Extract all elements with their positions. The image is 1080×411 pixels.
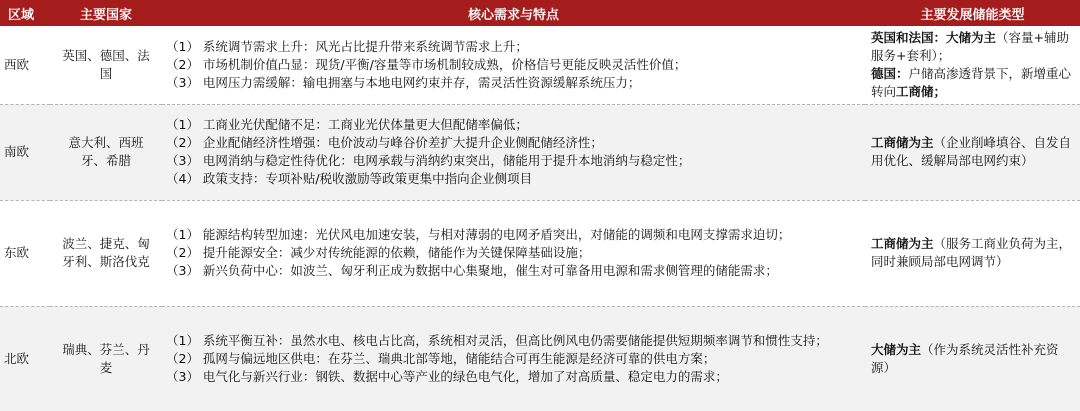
countries-cell: 意大利、西班牙、希腊: [50, 104, 162, 200]
type-text: （容量+辅助服务+套利）；: [871, 29, 1069, 63]
type-bold: 英国和法国：大储为主: [871, 29, 997, 45]
region-cell: 北欧: [0, 306, 50, 411]
header-countries: 主要国家: [50, 0, 162, 26]
type-bold-2: 工商储；: [896, 83, 947, 99]
region-cell: 西欧: [0, 26, 50, 104]
need-item: （2） 提升能源安全：减少对传统能源的依赖，储能作为关键保障基础设施；: [166, 245, 591, 260]
need-item: （1） 系统平衡互补：虽然水电、核电占比高，系统相对灵活，但高比例风电仍需要储能提供短期频率调节和惯性支持；: [166, 332, 828, 348]
type-text: 户储高渗透背景下，新增重心转向: [871, 65, 1072, 99]
need-item: （4） 政策支持：专项补贴/税收激励等政策更集中指向企业侧项目: [166, 171, 533, 186]
need-item: （3） 新兴负荷中心：如波兰、匈牙利正成为数据中心集聚地，催生对可靠备用电源和需求侧管理的储能需求；: [166, 263, 778, 278]
type-text: （企业削峰填谷、自发自用优化、缓解局部电网约束）: [871, 135, 1072, 168]
need-item: （2） 孤网与偏远地区供电：在芬兰、瑞典北部等地，储能结合可再生能源是经济可靠的供电方案；: [166, 350, 716, 366]
countries-cell: 英国、德国、法国: [50, 26, 162, 104]
type-bold: 工商储为主: [871, 236, 934, 251]
type-bold: 德国：: [871, 65, 909, 81]
type-bold: 大储为主: [871, 341, 922, 357]
type-bold: 工商储为主: [871, 135, 934, 150]
need-item: （1） 能源结构转型加速：光伏风电加速安装，与相对薄弱的电网矛盾突出，对储能的调频和电网支撑需求迫切；: [166, 227, 791, 242]
need-item: （3） 电气化与新兴行业：钢铁、数据中心等产业的绿色电气化，增加了对高质量、稳定电力的需求；: [166, 368, 728, 384]
type-item: [871, 134, 1072, 170]
table-row: [0, 200, 1080, 306]
countries-cell: 波兰、捷克、匈牙利、斯洛伐克: [50, 200, 162, 306]
needs-cell: [162, 306, 865, 411]
table-row: [0, 26, 1080, 104]
need-item: （2） 市场机制价值凸显：现货/平衡/容量等市场机制较成熟，价格信号更能反映灵活性价值；: [166, 56, 687, 72]
need-item: （2） 企业配储经济性增强：电价波动与峰谷价差扩大提升企业侧配储经济性；: [166, 135, 603, 150]
header-region: 区域: [0, 0, 50, 26]
table-row: [0, 104, 1080, 200]
need-item: （3） 电网消纳与稳定性待优化：电网承载与消纳约束突出，储能用于提升本地消纳与稳定性；: [166, 153, 691, 168]
types-cell: [865, 200, 1080, 306]
type-item: [871, 235, 1072, 271]
type-item: [871, 341, 1072, 377]
region-cell: 东欧: [0, 200, 50, 306]
header-types: 主要发展储能类型: [865, 0, 1080, 26]
need-item: （1） 系统调节需求上升：风光占比提升带来系统调节需求上升；: [166, 38, 528, 54]
table-header-row: [0, 0, 1080, 26]
countries-cell: 瑞典、芬兰、丹麦: [50, 306, 162, 411]
table-row: [0, 306, 1080, 411]
types-cell: [865, 26, 1080, 104]
region-cell: 南欧: [0, 104, 50, 200]
need-item: （1） 工商业光伏配储不足：工商业光伏体量更大但配储率偏低；: [166, 117, 528, 132]
types-cell: [865, 104, 1080, 200]
type-text: （服务工商业负荷为主，同时兼顾局部电网调节）: [871, 236, 1072, 269]
need-item: （3） 电网压力需缓解：输电拥塞与本地电网约束并存，需灵活性资源缓解系统压力；: [166, 74, 641, 90]
needs-cell: [162, 26, 865, 104]
type-item: [871, 29, 1072, 65]
type-item: [871, 65, 1072, 101]
needs-cell: [162, 104, 865, 200]
needs-cell: [162, 200, 865, 306]
type-text: （作为系统灵活性补充资源）: [871, 341, 1059, 375]
types-cell: [865, 306, 1080, 411]
header-needs: 核心需求与特点: [162, 0, 865, 26]
